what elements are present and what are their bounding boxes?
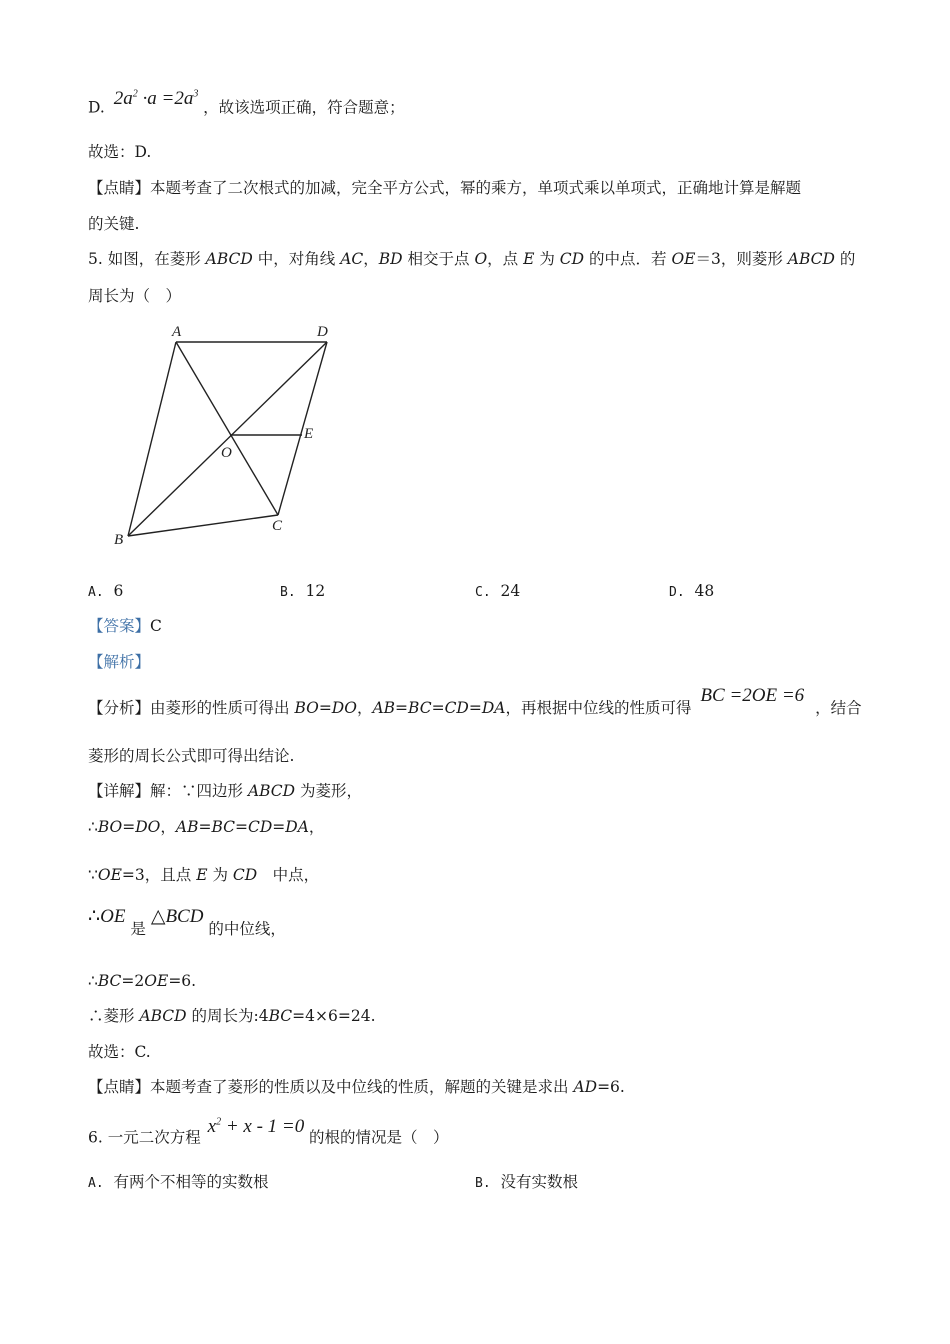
- diagonal-bd: [128, 342, 327, 536]
- q5-detail-line: 【详解】解：∵四边形 ABCD 为菱形，: [88, 782, 363, 800]
- q5-step5: ∴菱形 ABCD 的周长为:4BC=4×6=24.: [88, 1007, 376, 1025]
- q5-option-d[interactable]: D. 48: [669, 582, 715, 600]
- q4-comment-line1: 【点睛】本题考查了二次根式的加减，完全平方公式，幂的乘方，单项式乘以单项式，正确地计算是解题: [88, 179, 802, 197]
- q5-fenxi-line1: 【分析】由菱形的性质可得出 BO=DO，AB=BC=CD=DA，再根据中位线的性质可得 BC =2OE =6 ，结合: [88, 685, 862, 717]
- rhombus-figure: [100, 315, 360, 555]
- q5-option-c[interactable]: C. 24: [475, 582, 521, 600]
- side-ab: [128, 342, 176, 536]
- q4-choose: 故选：D.: [88, 143, 152, 161]
- label-b: B: [114, 532, 124, 548]
- side-bc: [128, 515, 278, 536]
- label-c: C: [272, 518, 283, 534]
- q5-comment: 【点睛】本题考查了菱形的性质以及中位线的性质，解题的关键是求出 AD=6.: [88, 1078, 625, 1096]
- q5-step1: ∴BO=DO，AB=BC=CD=DA，: [88, 818, 325, 836]
- q5-option-b[interactable]: B. 12: [280, 582, 326, 600]
- q6-option-a[interactable]: A. 有两个不相等的实数根: [88, 1173, 269, 1191]
- q4-d-expression: $2a^2 \cdot a =2a^3$: [113, 88, 199, 110]
- q4-d-suffix: ，故该选项正确，符合题意；: [203, 98, 405, 117]
- q6-option-b[interactable]: B. 没有实数根: [475, 1173, 579, 1191]
- side-cd: [278, 342, 327, 515]
- q6-equation: $x^2 + x - 1 =0$: [207, 1116, 305, 1138]
- label-a: A: [172, 324, 182, 340]
- q5-stem-line1: 5. 如图，在菱形 ABCD 中，对角线 AC，BD 相交于点 O，点 E 为 CD 的中点．若 OE＝3，则菱形 ABCD 的: [88, 250, 856, 268]
- q5-answer: [88, 615, 162, 637]
- q6-stem: 6. 一元二次方程 $x^2 + x - 1 =0$ 的根的情况是（ ）: [88, 1116, 449, 1147]
- q5-step4: ∴BC=2OE=6.: [88, 972, 197, 990]
- q4-option-d: [88, 88, 405, 118]
- label-d: D: [317, 324, 328, 340]
- q5-step2: ∵OE=3，且点 E 为 CD 中点，: [88, 866, 320, 884]
- q5-stem-line2: 周长为（ ）: [88, 287, 182, 305]
- label-e: E: [304, 426, 314, 442]
- q4-d-prefix: D.: [88, 98, 105, 117]
- q4-comment-line2: 的关键.: [88, 215, 140, 233]
- q5-option-a[interactable]: A. 6: [88, 582, 124, 600]
- label-o: O: [221, 445, 232, 461]
- q5-step3: ∴OE 是 △BCD 的中位线，: [88, 906, 286, 938]
- answer-value: C: [150, 617, 162, 635]
- fenxi-math: BC =2OE =6: [700, 685, 805, 706]
- diagonal-ac: [176, 342, 278, 515]
- q5-fenxi-line2: 菱形的周长公式即可得出结论.: [88, 747, 295, 765]
- q5-choose: 故选：C.: [88, 1043, 151, 1061]
- answer-tag: 【答案】: [88, 617, 151, 635]
- analysis-tag: 【解析】: [88, 653, 151, 671]
